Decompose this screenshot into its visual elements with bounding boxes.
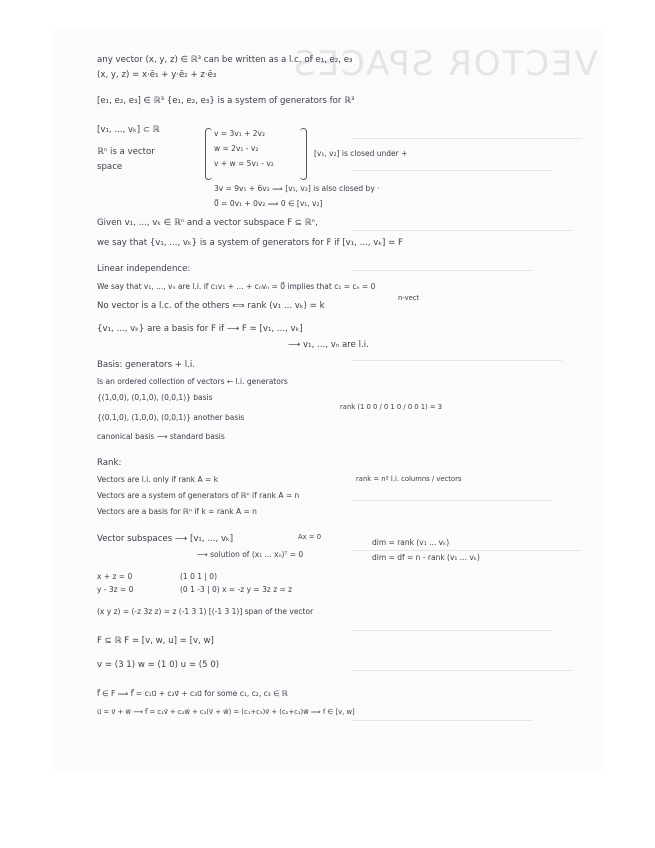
- bleed-line: [352, 138, 582, 139]
- note-line: (1 0 1 | 0): [180, 572, 218, 581]
- section-heading: Linear independence:: [97, 264, 191, 274]
- note-annotation: n-vect: [398, 294, 420, 302]
- note-line: ℝⁿ is a vector: [97, 147, 155, 157]
- note-line: {(1,0,0), (0,1,0), (0,0,1)} basis: [97, 393, 213, 402]
- note-line: space: [97, 162, 123, 172]
- bleed-line: [352, 170, 552, 171]
- note-line: any vector (x, y, z) ∈ ℝ³ can be written as a l.c. of e₁, e₂, e₃: [97, 55, 353, 65]
- bleed-line: [352, 670, 572, 671]
- note-line: v + w = 5v₁ - v₂: [214, 159, 274, 168]
- left-brace: [205, 128, 212, 180]
- note-line: x + z = 0: [97, 572, 133, 581]
- note-line: We say that v₁, ..., vₙ are l.i. if c₁v₁ + ... + cₙvₙ = 0⃗ implies that c₁ = cₙ = 0: [97, 282, 376, 291]
- section-heading: Rank:: [97, 458, 122, 468]
- bleed-line: [352, 500, 552, 501]
- note-line: [e₁, e₂, e₃] ∈ ℝ³ {e₁, e₂, e₃} is a system of generators for ℝ³: [97, 96, 355, 106]
- note-line: [v₁, v₂] is closed under +: [314, 149, 408, 158]
- note-line: 3v = 9v₁ + 6v₂ ⟹ [v₁, v₂] is also closed by ·: [214, 184, 380, 193]
- note-line: we say that {v₁, ..., vₖ} is a system of generators for F if [v₁, ..., vₖ] = F: [97, 238, 403, 248]
- note-line: (x, y, z) = x·ē₁ + y·ē₂ + z·ē₃: [97, 70, 217, 80]
- note-line: (0 1 -3 | 0) x = -z y = 3z z = z: [180, 585, 293, 594]
- bleed-line: [352, 230, 572, 231]
- note-line: Is an ordered collection of vectors ← l.i. generators: [97, 377, 288, 386]
- note-line: No vector is a l.c. of the others ⟺ rank (v₁ ... vₖ) = k: [97, 301, 325, 311]
- right-brace: [300, 128, 307, 180]
- note-line: v = (3 1) w = (1 0) u = (5 0): [97, 660, 220, 670]
- note-line: F ⊆ ℝ F = [v, w, u] = [v, w]: [97, 636, 214, 646]
- note-line: f⃗ ∈ F ⟹ f⃗ = c₁u⃗ + c₂v⃗ + c₃u⃗ for some c₁, c₂, c₃ ∈ ℝ: [97, 689, 288, 698]
- bleed-line: [352, 630, 552, 631]
- note-annotation: rank = nº l.i. columns / vectors: [356, 475, 462, 483]
- note-line: dim = rank (v₁ ... vₖ): [372, 538, 450, 547]
- note-line: ⟶ v₁, ..., vₙ are l.i.: [288, 340, 369, 350]
- note-line: v = 3v₁ + 2v₂: [214, 129, 265, 138]
- note-annotation: Ax = 0: [298, 533, 322, 541]
- bleed-line: [352, 720, 532, 721]
- bleed-line: [352, 270, 532, 271]
- bleed-line: [352, 360, 562, 361]
- note-line: [v₁, ..., vₖ] ⊂ ℝ: [97, 125, 160, 135]
- section-heading: Basis: generators + l.i.: [97, 360, 195, 370]
- bleed-through-title: VECTOR SPACES: [292, 44, 598, 84]
- note-line: 0⃗ = 0v₁ + 0v₂ ⟹ 0 ∈ [v₁, v₂]: [214, 199, 323, 208]
- note-line: {v₁, ..., vₖ} are a basis for F if ⟶ F = [v₁, ..., vₖ]: [97, 324, 303, 334]
- note-line: dim = df = n - rank (v₁ ... vₖ): [372, 553, 480, 562]
- note-line: w = 2v₁ - v₂: [214, 144, 259, 153]
- note-line: y - 3z = 0: [97, 585, 134, 594]
- note-line: Vectors are a system of generators of ℝⁿ if rank A = n: [97, 491, 300, 500]
- note-line: Given v₁, ..., vₖ ∈ ℝⁿ and a vector subspace F ⊆ ℝⁿ,: [97, 218, 318, 228]
- bleed-line: [352, 550, 582, 551]
- note-annotation: rank (1 0 0 / 0 1 0 / 0 0 1) = 3: [340, 403, 443, 411]
- note-line: Vectors are a basis for ℝⁿ if k = rank A = n: [97, 507, 257, 516]
- note-line: {(0,1,0), (1,0,0), (0,0,1)} another basis: [97, 413, 245, 422]
- section-heading: Vector subspaces ⟶ [v₁, ..., vₖ]: [97, 534, 234, 544]
- note-line: ⟶ solution of (x₁ ... xₙ)ᵀ = 0: [197, 550, 304, 559]
- note-line: (x y z) = (-z 3z z) = z (-1 3 1) [(-1 3 1)] span of the vector: [97, 607, 314, 616]
- note-line: canonical basis ⟶ standard basis: [97, 432, 225, 441]
- note-line: Vectors are l.i. only if rank A = k: [97, 475, 219, 484]
- note-line: u⃗ = v⃗ + w⃗ ⟶ f⃗ = c₁v⃗ + c₂w⃗ + c₃(v⃗ + w⃗) = (c₁+c₃)v⃗ + (c₂+c₃)w⃗ ⟹ f ∈ [v, w]: [97, 708, 355, 716]
